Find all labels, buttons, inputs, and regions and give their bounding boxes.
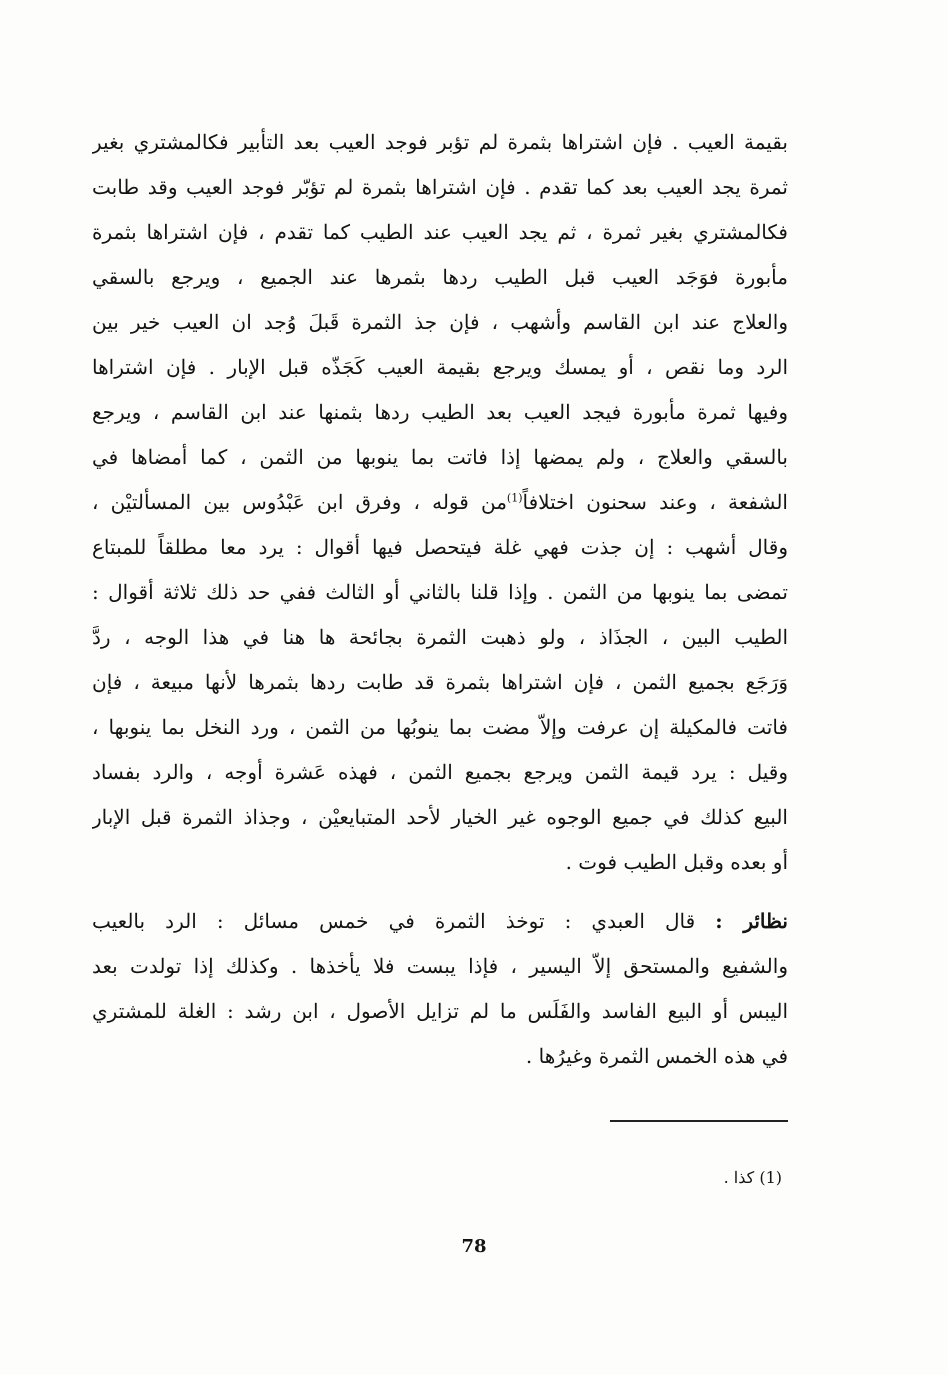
footnote-reference: (1) [506, 491, 523, 505]
text-line: وقيل : يرد قيمة الثمن ويرجع بجميع الثمن ، فهذه عَشرة أوجه ، والرد بفساد [92, 760, 788, 784]
text-segment: قال العبدي : توخذ الثمرة في خمس مسائل : الرد بالعيب [92, 909, 696, 933]
text-line-with-footnote-ref [92, 480, 788, 525]
section-heading: نظائر : [715, 909, 788, 933]
text-line: ثمرة يجد العيب بعد كما تقدم . فإن اشتراها بثمرة لم تؤبّر فوجد العيب وقد طابت [92, 175, 788, 199]
text-line: أو بعده وقبل الطيب فوت . [565, 850, 788, 874]
text-line: اليبس أو البيع الفاسد والفَلَس ما لم تزايل الأصول ، ابن رشد : الغلة للمشتري [92, 999, 788, 1023]
text-line: وَرَجَع بجميع الثمن ، فإن اشتراها بثمرة قد طابت ردها بثمرها لأنها مبيعة ، فإن [92, 670, 788, 694]
footnote-text: كذا . [723, 1168, 755, 1187]
text-line: فاتت فالمكيلة إن عرفت وإلاّ مضت بما ينوبُها من الثمن ، ورد النخل بما ينوبها ، [92, 715, 788, 739]
text-segment: من قوله ، وفرق ابن عَبْدُوس بين المسألتيْن ، [92, 490, 507, 514]
text-line: البيع كذلك في جميع الوجوه غير الخيار لأحد المتبايعيْن ، وجذاذ الثمرة قبل الإبار [92, 805, 788, 829]
main-text [92, 120, 788, 1079]
text-line: وفيها ثمرة مأبورة فيجد العيب بعد الطيب ردها بثمنها عند ابن القاسم ، ويرجع [92, 400, 788, 424]
text-line: الطيب البين ، الجذَاذ ، ولو ذهبت الثمرة بجائحة ها هنا في هذا الوجه ، ردَّ [92, 625, 788, 649]
text-line: الرد وما نقص ، أو يمسك ويرجع بقيمة العيب كَجَذّه قبل الإبار . فإن اشتراها [92, 355, 788, 379]
text-line: بالسقي والعلاج ، ولم يمضها إذا فاتت بما ينوبها من الثمن ، كما أمضاها في [92, 445, 788, 469]
page-number: 78 [461, 1236, 487, 1257]
text-segment: الشفعة ، وعند سحنون اختلافاً [522, 490, 788, 514]
text-line: وقال أشهب : إن جذت فهي غلة فيتحصل فيها أقوال : يرد معا مطلقاً للمبتاع [92, 535, 788, 559]
paragraph-gap [92, 885, 788, 899]
text-line: مأبورة فوَجَد العيب قبل الطيب ردها بثمرها عند الجميع ، ويرجع بالسقي [92, 265, 788, 289]
text-line: والشفيع والمستحق إلاّ اليسير ، فإذا يبست فلا يأخذها . وكذلك إذا تولدت بعد [92, 954, 788, 978]
text-line-with-heading [92, 899, 788, 944]
text-line: فكالمشتري بغير ثمرة ، ثم يجد العيب عند الطيب كما تقدم ، فإن اشتراها بثمرة [92, 220, 788, 244]
footnote [560, 1168, 782, 1187]
footnote-marker: (1) [759, 1168, 782, 1187]
text-line: والعلاج عند ابن القاسم وأشهب ، فإن جذ الثمرة قَبلَ وُجد ان العيب خير بين [92, 310, 788, 334]
text-line: بقيمة العيب . فإن اشتراها بثمرة لم تؤبر فوجد العيب بعد التأبير فكالمشتري بغير [92, 130, 788, 154]
text-line: في هذه الخمس الثمرة وغيرُها . [525, 1044, 788, 1068]
footnote-separator [610, 1120, 788, 1122]
text-line: تمضى بما ينوبها من الثمن . وإذا قلنا بالثاني أو الثالث ففي حد ذلك ثلاثة أقوال : [92, 580, 788, 604]
